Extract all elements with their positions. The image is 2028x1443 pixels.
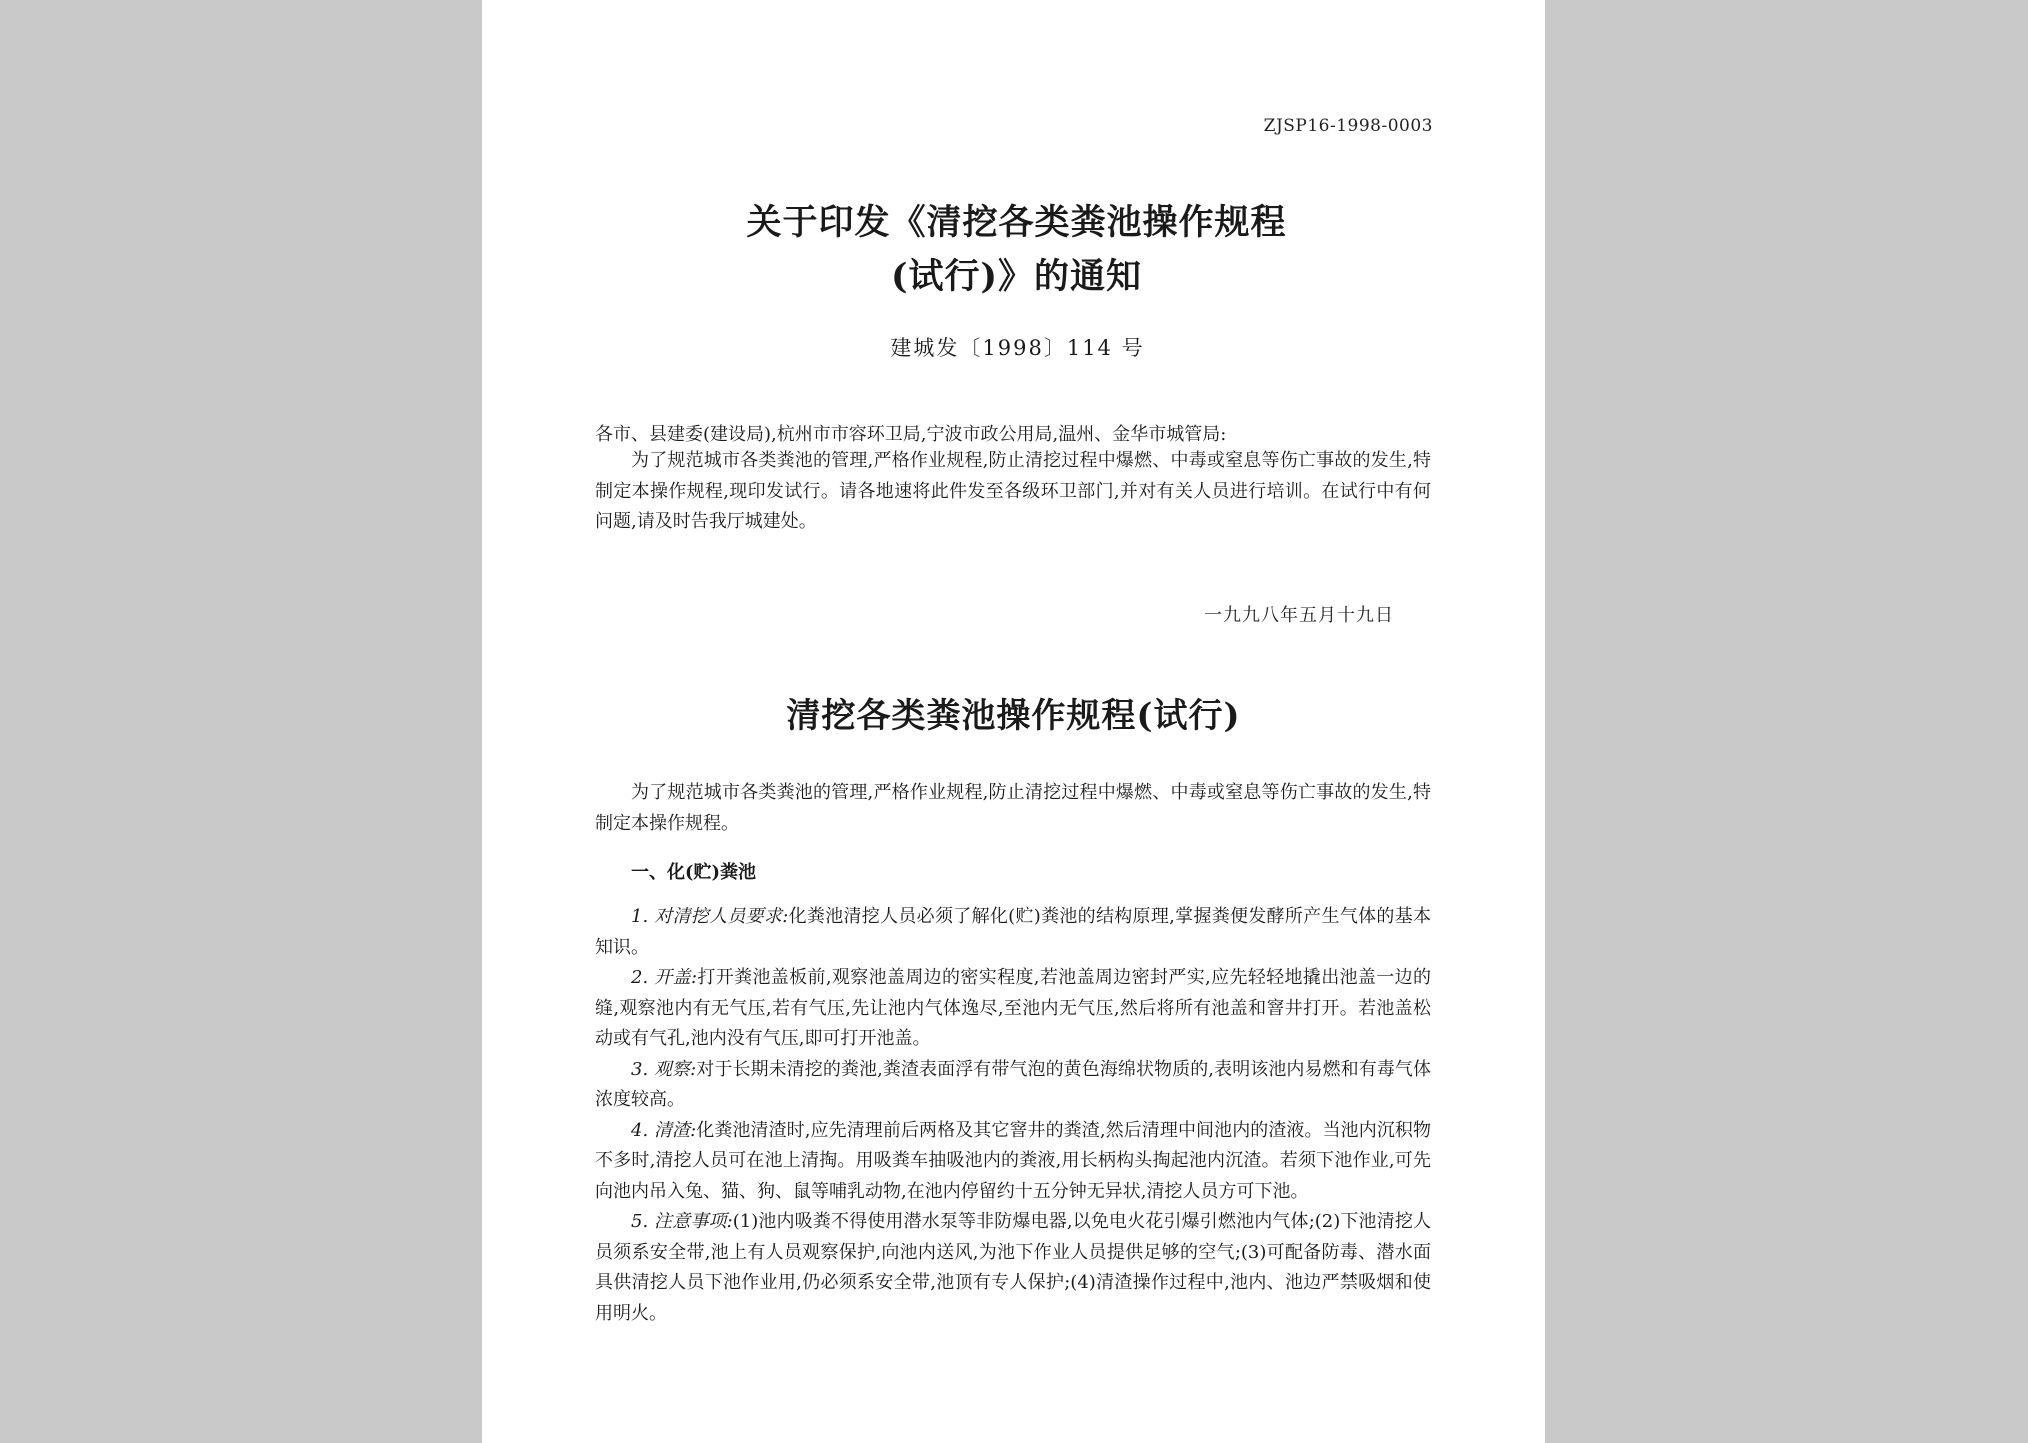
section-heading: 一、化(贮)粪池 [631, 862, 757, 883]
rule-item [595, 1116, 1431, 1208]
rule-item [595, 1207, 1431, 1329]
rule-item-text: 对于长期未清挖的粪池,粪渣表面浮有带气泡的黄色海绵状物质的,表明该池内易燃和有毒气体浓度较高。 [595, 1058, 1431, 1110]
rule-item-label: 5. 注意事项: [631, 1211, 733, 1232]
rule-item-text: 打开粪池盖板前,观察池盖周边的密实程度,若池盖周边密封严实,应先轻轻地撬出池盖一边的缝,观察池内有无气压,若有气压,先让池内气体逸尽,至池内无气压,然后将所有池盖和窨井打开。若池盖松动或有气孔,池内没有气压,即可打开池盖。 [595, 967, 1431, 1049]
rules-title: 清挖各类粪池操作规程(试行) [786, 696, 1241, 736]
rule-item-text: 化粪池清挖人员必须了解化(贮)粪池的结构原理,掌握粪便发酵所产生气体的基本知识。 [595, 906, 1431, 958]
rule-item-label: 1. 对清挖人员要求: [631, 906, 789, 927]
rule-item-label: 3. 观察: [631, 1058, 697, 1080]
rule-item [595, 963, 1431, 1055]
notice-title-line-1: 关于印发《清挖各类粪池操作规程 [746, 202, 1287, 243]
rule-item-label: 4. 清渣: [631, 1119, 697, 1141]
document-number: 建城发〔1998〕114 号 [890, 336, 1145, 360]
addressee: 各市、县建委(建设局),杭州市市容环卫局,宁波市政公用局,温州、金华市城管局: [595, 424, 1227, 445]
rules-intro: 为了规范城市各类粪池的管理,严格作业规程,防止清挖过程中爆燃、中毒或窒息等伤亡事故的发生,特制定本操作规程。 [595, 782, 1431, 834]
rule-item-text: 化粪池清渣时,应先清理前后两格及其它窨井的粪渣,然后清理中间池内的渣液。当池内沉积物不多时,清挖人员可在池上清掏。用吸粪车抽吸池内的粪液,用长柄构头掏起池内沉渣。若须下池作业,可先向池内吊入兔、猫、狗、鼠等哺乳动物,在池内停留约十五分钟无异状,清挖人员方可下池。 [595, 1119, 1431, 1202]
rules-items [595, 902, 1431, 1329]
rule-item-label: 2. 开盖: [631, 967, 698, 988]
rule-item [595, 1055, 1431, 1116]
rule-item [595, 902, 1431, 963]
document-code: ZJSP16-1998-0003 [1263, 116, 1433, 136]
document-page [482, 0, 1545, 1443]
rule-item-text: (1)池内吸粪不得使用潜水泵等非防爆电器,以免电火花引爆引燃池内气体;(2)下池清挖人员须系安全带,池上有人员观察保护,向池内送风,为池下作业人员提供足够的空气;(3)可配备防毒、潜水面具供清挖人员下池作业用,仍必须系安全带,池顶有专人保护;(4)清渣操作过程中,池内、池边严禁吸烟和使用明火。 [595, 1211, 1432, 1324]
notice-title [482, 196, 1545, 304]
notice-body: 为了规范城市各类粪池的管理,严格作业规程,防止清挖过程中爆燃、中毒或窒息等伤亡事故的发生,特制定本操作规程,现印发试行。请各地速将此件发至各级环卫部门,并对有关人员进行培训。在试行中有何问题,请及时告我厅城建处。 [595, 450, 1431, 532]
issue-date: 一九九八年五月十九日 [1204, 605, 1394, 626]
notice-title-line-2: (试行)》的通知 [890, 256, 1143, 297]
